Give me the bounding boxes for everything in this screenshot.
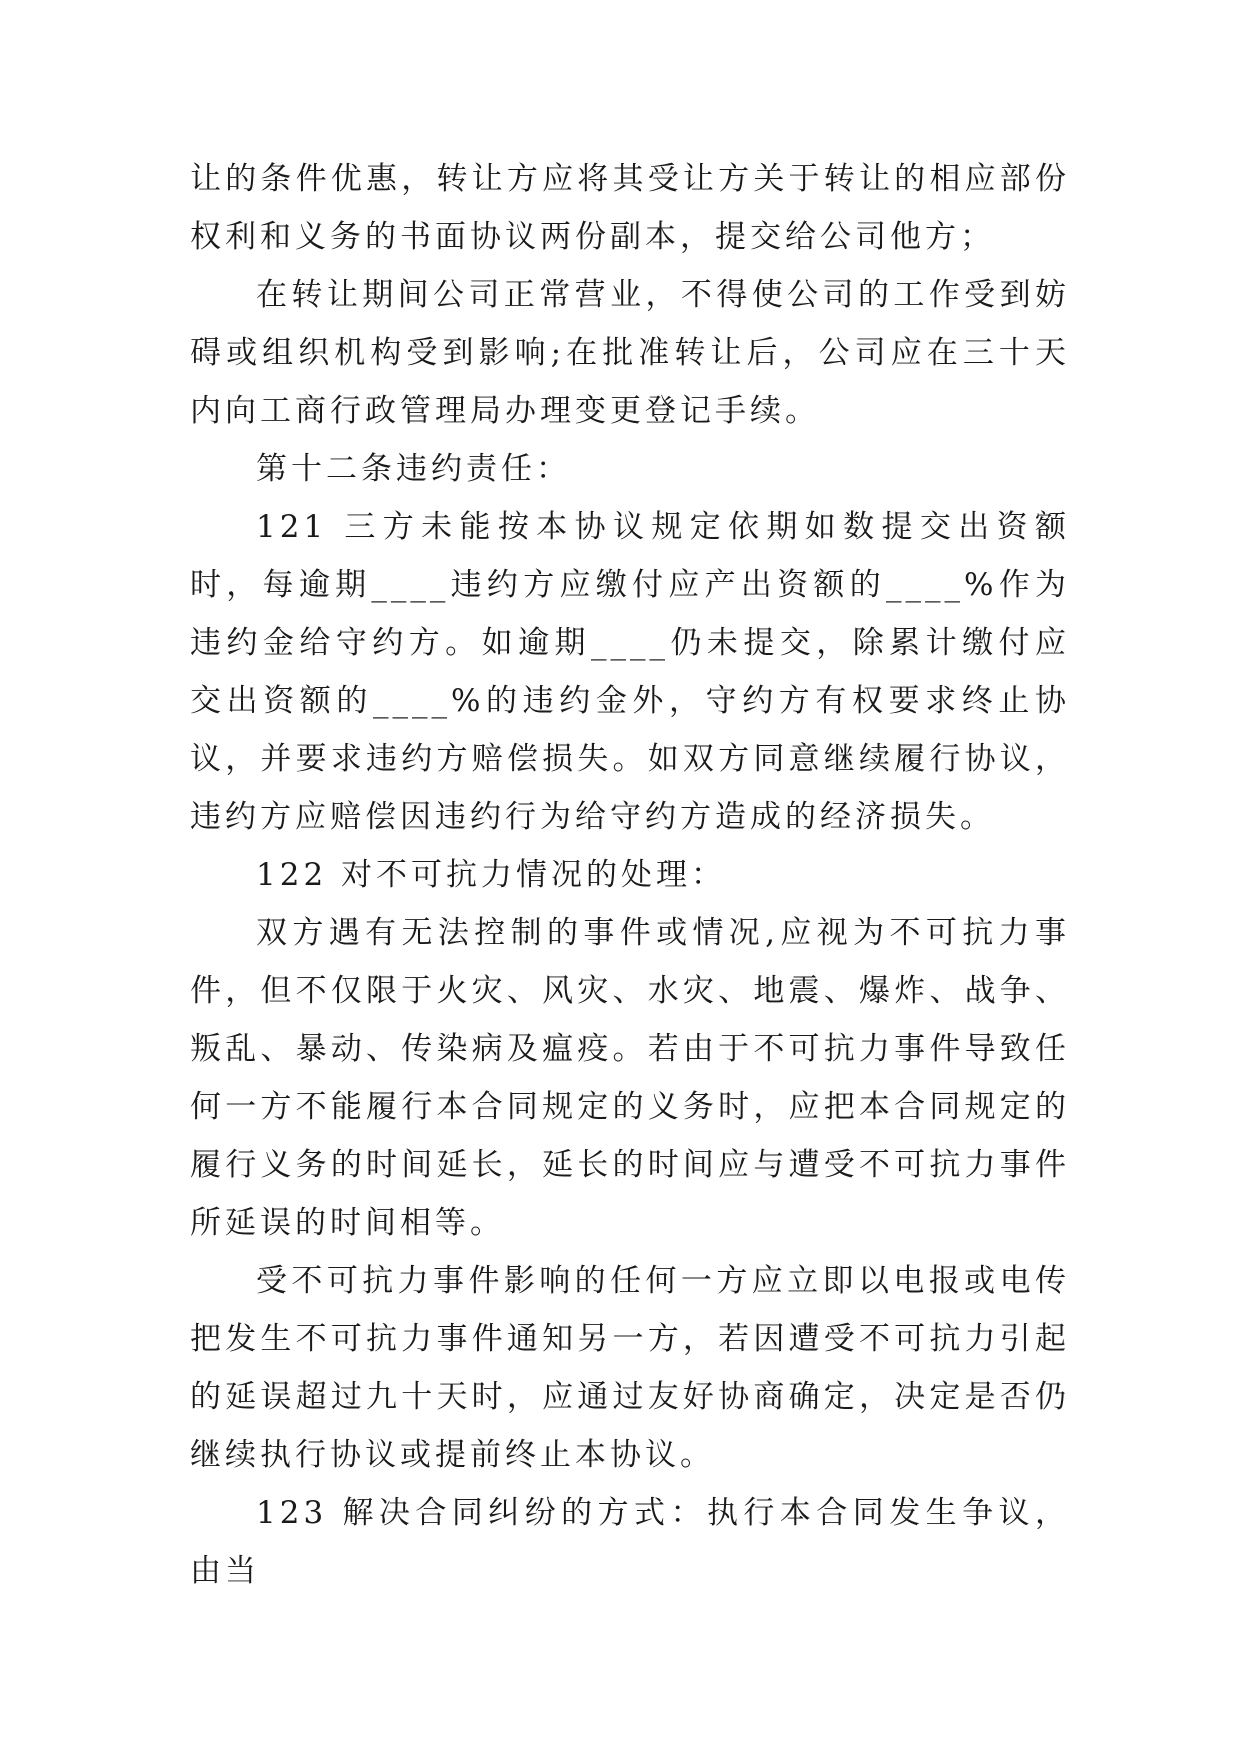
paragraph-transfer-conditions: 让的条件优惠，转让方应将其受让方关于转让的相应部份权利和义务的书面协议两份副本，提交给公司他方；: [190, 161, 1070, 255]
clause-121: 121 三方未能按本协议规定依期如数提交出资额时，每逾期____违约方应缴付应产出资额的____%作为违约金给守约方。如逾期____仍未提交，除累计缴付应交出资额的____%的违约金外，守约方有权要求终止协议，并要求违约方赔偿损失。如双方同意继续履行协议，违约方应赔偿因违约行为给守约方造成的经济损失。: [190, 509, 1070, 835]
paragraph-force-majeure-definition: 双方遇有无法控制的事件或情况,应视为不可抗力事件，但不仅限于火灾、风灾、水灾、地震、爆炸、战争、叛乱、暴动、传染病及瘟疫。若由于不可抗力事件导致任何一方不能履行本合同规定的义务时，应把本合同规定的履行义务的时间延长，延长的时间应与遭受不可抗力事件所延误的时间相等。: [190, 915, 1070, 1241]
clause-123: 123 解决合同纠纷的方式：执行本合同发生争议，由当: [190, 1495, 1070, 1589]
clause-122-heading: 122 对不可抗力情况的处理：: [256, 857, 727, 893]
paragraph-force-majeure-notice: 受不可抗力事件影响的任何一方应立即以电报或电传把发生不可抗力事件通知另一方，若因遭受不可抗力引起的延误超过九十天时，应通过友好协商确定，决定是否仍继续执行协议或提前终止本协议。: [190, 1263, 1070, 1473]
article-12-heading: 第十二条违约责任：: [256, 451, 571, 487]
paragraph-transfer-period: 在转让期间公司正常营业，不得使公司的工作受到妨碍或组织机构受到影响;在批准转让后，公司应在三十天内向工商行政管理局办理变更登记手续。: [190, 277, 1070, 429]
document-page: [190, 150, 1070, 1600]
